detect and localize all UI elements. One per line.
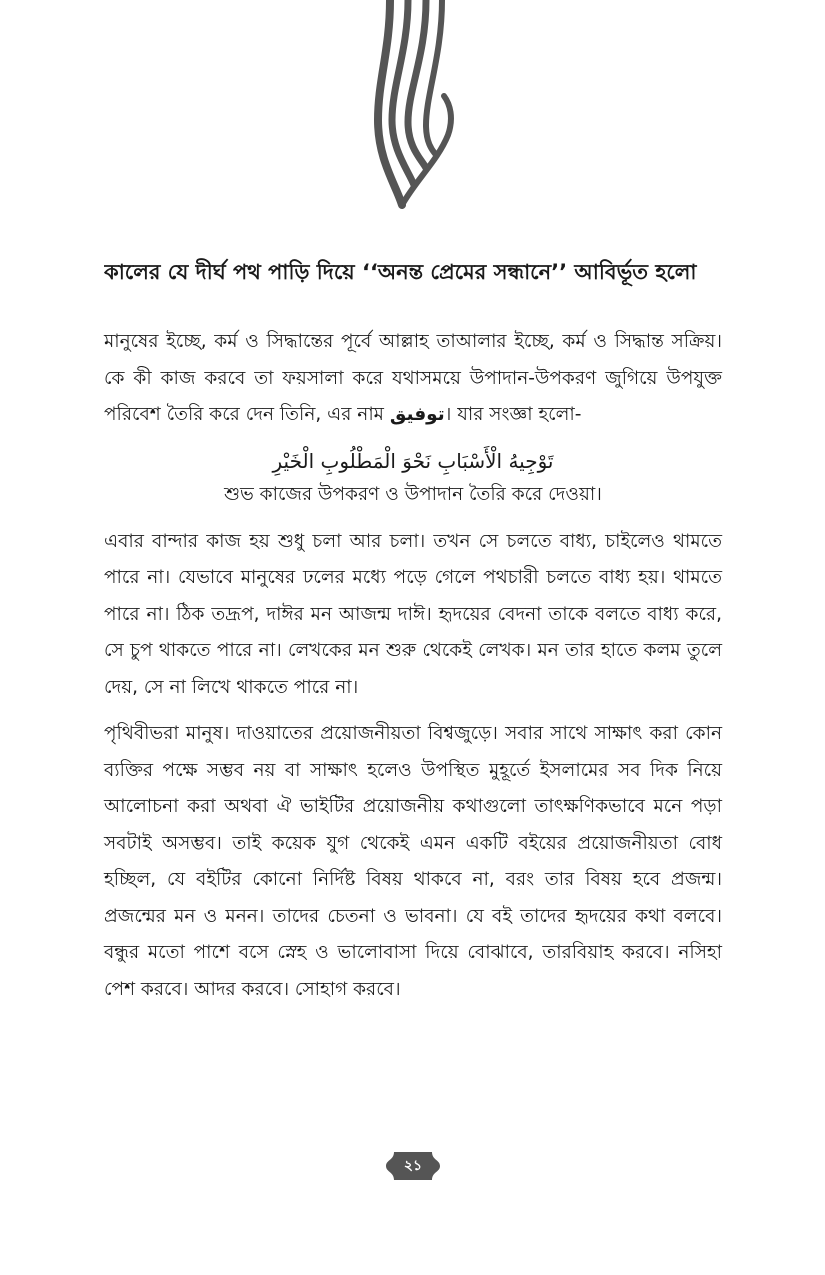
- calligraphy-ornament-icon: [368, 0, 458, 215]
- paragraph-1-text: মানুষের ইচ্ছে, কর্ম ও সিদ্ধান্তের পূর্বে আল্লাহ তাআলার ইচ্ছে, কর্ম ও সিদ্ধান্ত সক্রিয়। কে কী কাজ করবে তা ফয়সালা করে যথাসময়ে উপাদান-উপকরণ জুগিয়ে উপযুক্ত পরিবেশ তৈরি করে দেন তিনি, এর নাম: [104, 331, 722, 425]
- paragraph-3: পৃথিবীভরা মানুষ। দাওয়াতের প্রয়োজনীয়তা বিশ্বজুড়ে। সবার সাথে সাক্ষাৎ করা কোন ব্যক্তির পক্ষে সম্ভব নয় বা সাক্ষাৎ হলেও উপস্থিত মুহূর্তে ইসলামের সব দিক নিয়ে আলোচনা করা অথবা ঐ ভাইটির প্রয়োজনীয় কথাগুলো তাৎক্ষণিকভাবে মনে পড়া সবটাই অসম্ভব। তাই কয়েক যুগ থেকেই এমন একটি বইয়ের প্রয়োজনীয়তা বোধ হচ্ছিল, যে বইটির কোনো নির্দিষ্ট বিষয় থাকবে না, বরং তার বিষয় হবে প্রজন্ম। প্রজন্মের মন ও মনন। তাদের চেতনা ও ভাবনা। যে বই তাদের হৃদয়ের কথা বলবে। বন্ধুর মতো পাশে বসে স্নেহ ও ভালোবাসা দিয়ে বোঝাবে, তারবিয়াহ করবে। নসিহা পেশ করবে। আদর করবে। সোহাগ করবে।: [104, 723, 722, 1000]
- paragraph-1: [104, 324, 722, 434]
- body-content: [104, 324, 722, 1018]
- arabic-quote: تَوْجِيهُ الْأَسْبَابِ نَحْوَ الْمَطْلُوبِ الْخَيْرِ: [272, 448, 554, 473]
- page-number: ২১: [403, 1158, 423, 1174]
- section-heading: কালের যে দীর্ঘ পথ পাড়ি দিয়ে ‘‘অনন্ত প্রেমের সন্ধানে’’ আবির্ভূত হলো: [104, 260, 697, 284]
- arabic-inline-word: توفيق: [389, 404, 445, 425]
- page-number-badge: [386, 1152, 440, 1180]
- paragraph-2: এবার বান্দার কাজ হয় শুধু চলা আর চলা। তখন সে চলতে বাধ্য, চাইলেও থামতে পারে না। যেভাবে মানুষের ঢলের মধ্যে পড়ে গেলে পথচারী চলতে বাধ্য হয়। থামতে পারে না। ঠিক তদ্রূপ, দাঈর মন আজন্ম দাঈ। হৃদয়ের বেদনা তাকে বলতে বাধ্য করে, সে চুপ থাকতে পারে না। লেখকের মন শুরু থেকেই লেখক। মন তার হাতে কলম তুলে দেয়, সে না লিখে থাকতে পারে না।: [104, 530, 722, 698]
- arabic-translation: শুভ কাজের উপকরণ ও উপাদান তৈরি করে দেওয়া।: [224, 483, 602, 505]
- paragraph-1-tail: । যার সংজ্ঞা হলো-: [444, 404, 582, 425]
